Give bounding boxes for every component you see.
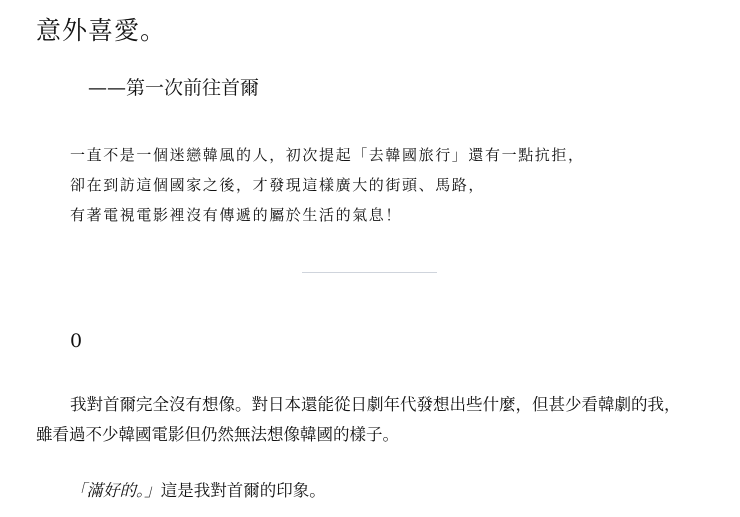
body-paragraph-line: 雖看過不少韓國電影但仍然無法想像韓國的樣子。 bbox=[36, 425, 399, 444]
section-divider bbox=[302, 272, 437, 273]
quoted-phrase: 「滿好的。」 bbox=[70, 481, 161, 500]
intro-quote-line: 有著電視電影裡沒有傳遞的屬於生活的氣息！ bbox=[70, 206, 403, 224]
document-subtitle: ——第一次前往首爾 bbox=[88, 77, 260, 99]
document-title: 意外喜愛。 bbox=[36, 16, 167, 45]
body-paragraph-line: 我對首爾完全沒有想像。對日本還能從日劇年代發想出些什麼，但甚少看韓劇的我， bbox=[70, 395, 681, 414]
body-paragraph-2 bbox=[70, 477, 326, 505]
section-number: 0 bbox=[70, 330, 83, 352]
intro-quote-line: 卻在到訪這個國家之後，才發現這樣廣大的街頭、馬路， bbox=[70, 176, 486, 194]
intro-quote bbox=[70, 140, 585, 230]
intro-quote-line: 一直不是一個迷戀韓風的人，初次提起「去韓國旅行」還有一點抗拒， bbox=[70, 146, 585, 164]
paragraph-text: 這是我對首爾的印象。 bbox=[160, 481, 326, 500]
body-paragraph bbox=[36, 390, 726, 450]
